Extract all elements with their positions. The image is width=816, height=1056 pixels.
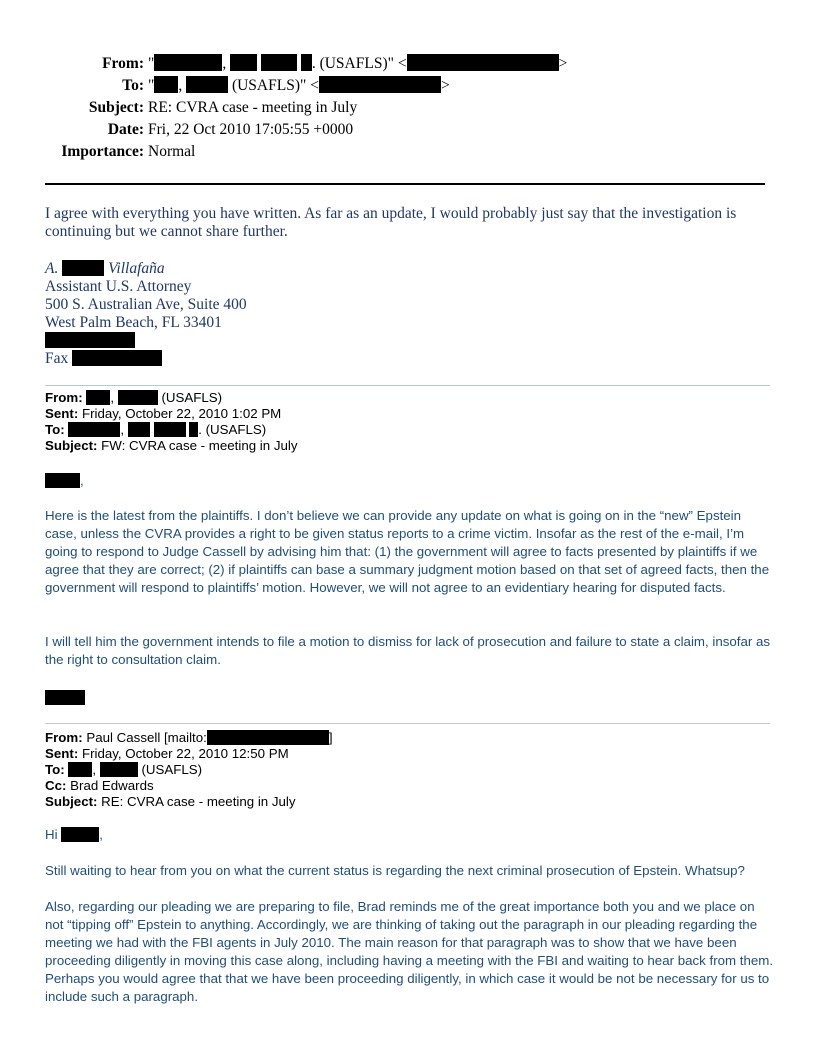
- forward-header: From: , (USAFLS) Sent: Friday, October 22, 2010 1:02 PM To: , . (USAFLS) Subject: FW: CVRA case - meeting in July: [45, 390, 298, 453]
- forward-paragraph-2: I will tell him the government intends to file a motion to dismiss for lack of prosecution and failure to state a claim, insofar as the right to consultation claim.: [45, 634, 771, 667]
- original-header: From: Paul Cassell [mailto: ] Sent: Friday, October 22, 2010 12:50 PM To: , (USAFLS) Cc: Brad Edwards Subject: RE: CVRA case - meeting in July: [45, 730, 333, 809]
- redaction-block: [154, 54, 222, 71]
- forward-greeting: ,: [45, 472, 775, 490]
- signature-address-line2: West Palm Beach, FL 33401: [45, 314, 222, 331]
- to-org: (USAFLS)" <: [228, 77, 319, 94]
- from-label: From:: [102, 55, 144, 72]
- signature-address-line1: 500 S. Australian Ave, Suite 400: [45, 296, 247, 313]
- redaction-block: [186, 76, 228, 93]
- header-importance-row: [40, 141, 800, 163]
- header-date-row: [40, 119, 800, 141]
- reply-body: I agree with everything you have written. As far as an update, I would probably just say that the investigation is continuing but we cannot share further.: [45, 205, 737, 240]
- forward-signature: [45, 689, 775, 707]
- original-paragraph-1: Still waiting to hear from you on what the current status is regarding the next criminal prosecution of Epstein. Whatsup?: [45, 863, 745, 878]
- redaction-block: [230, 54, 257, 71]
- from-org: . (USAFLS)" <: [311, 55, 407, 72]
- message-divider: [45, 385, 770, 386]
- redaction-block: [319, 76, 441, 93]
- importance-value: Normal: [148, 143, 196, 160]
- signature-title: Assistant U.S. Attorney: [45, 278, 192, 295]
- redaction-block: [128, 422, 150, 437]
- signature-block: [45, 260, 247, 368]
- redaction-block: [45, 690, 85, 705]
- date-value: Fri, 22 Oct 2010 17:05:55 +0000: [148, 121, 354, 138]
- signature-fax: Fax: [45, 350, 247, 368]
- message-divider: [45, 723, 770, 724]
- redaction-block: [68, 422, 120, 437]
- email-header: [40, 53, 800, 163]
- date-label: Date:: [107, 121, 144, 138]
- redaction-block: [189, 422, 198, 437]
- redaction-block: [118, 390, 158, 405]
- importance-label: Importance:: [61, 143, 144, 160]
- subject-value: RE: CVRA case - meeting in July: [148, 99, 358, 116]
- from-quote: ": [148, 55, 155, 72]
- from-value: " , . (USAFLS)" < >: [148, 55, 568, 72]
- redaction-block: [301, 54, 312, 71]
- signature-name: A. Villafaña: [45, 260, 165, 277]
- header-subject-row: [40, 97, 800, 119]
- redaction-block: [68, 762, 92, 777]
- forward-paragraph-1: Here is the latest from the plaintiffs. I don’t believe we can provide any update on what is going on in the “new” Epstein case, unless the CVRA provides a right to be given status reports to a crime victim. Insofar as the rest of the e-mail, I’m going to respond to Judge Cassell by advising him that: (1) the government will agree to facts presented by plaintiffs if we agree that they are correct; (2) if plaintiffs can base a summary judgment motion based on that set of agreed facts, then the government will respond to plaintiffs’ motion. However, we will not agree to an evidentiary hearing for disputed facts.: [45, 508, 770, 595]
- redaction-block: [154, 422, 186, 437]
- redaction-block: [45, 473, 80, 488]
- redaction-block: [261, 54, 297, 71]
- original-paragraph-2: Also, regarding our pleading we are preparing to file, Brad reminds me of the great importance both you and we place on not “tipping off” Epstein to anything. Accordingly, we are thinking of taking out the paragraph in our pleading regarding the meeting we had with the FBI agents in July 2010. The main reason for that paragraph was to show that we have been proceeding diligently in moving this case along, including having a meeting with the FBI and waiting to hear back from them. Perhaps you would agree that that we have been proceeding diligently, in which case it would be not be necessary for us to include such a paragraph.: [45, 899, 774, 1004]
- signature-phone: [45, 332, 247, 350]
- redaction-block: [207, 730, 329, 745]
- redaction-block: [407, 54, 559, 71]
- redaction-block: [62, 260, 104, 276]
- subject-label: Subject:: [88, 99, 144, 116]
- to-value: " , (USAFLS)" < >: [148, 77, 450, 94]
- redaction-block: [72, 350, 162, 366]
- redaction-block: [45, 332, 135, 348]
- redaction-block: [154, 76, 178, 93]
- header-to-row: [40, 75, 800, 97]
- header-divider: [45, 183, 765, 185]
- header-from-row: [40, 53, 800, 75]
- original-greeting: Hi ,: [45, 827, 103, 842]
- to-label: To:: [122, 77, 144, 94]
- redaction-block: [86, 390, 110, 405]
- redaction-block: [61, 827, 99, 842]
- redaction-block: [100, 762, 138, 777]
